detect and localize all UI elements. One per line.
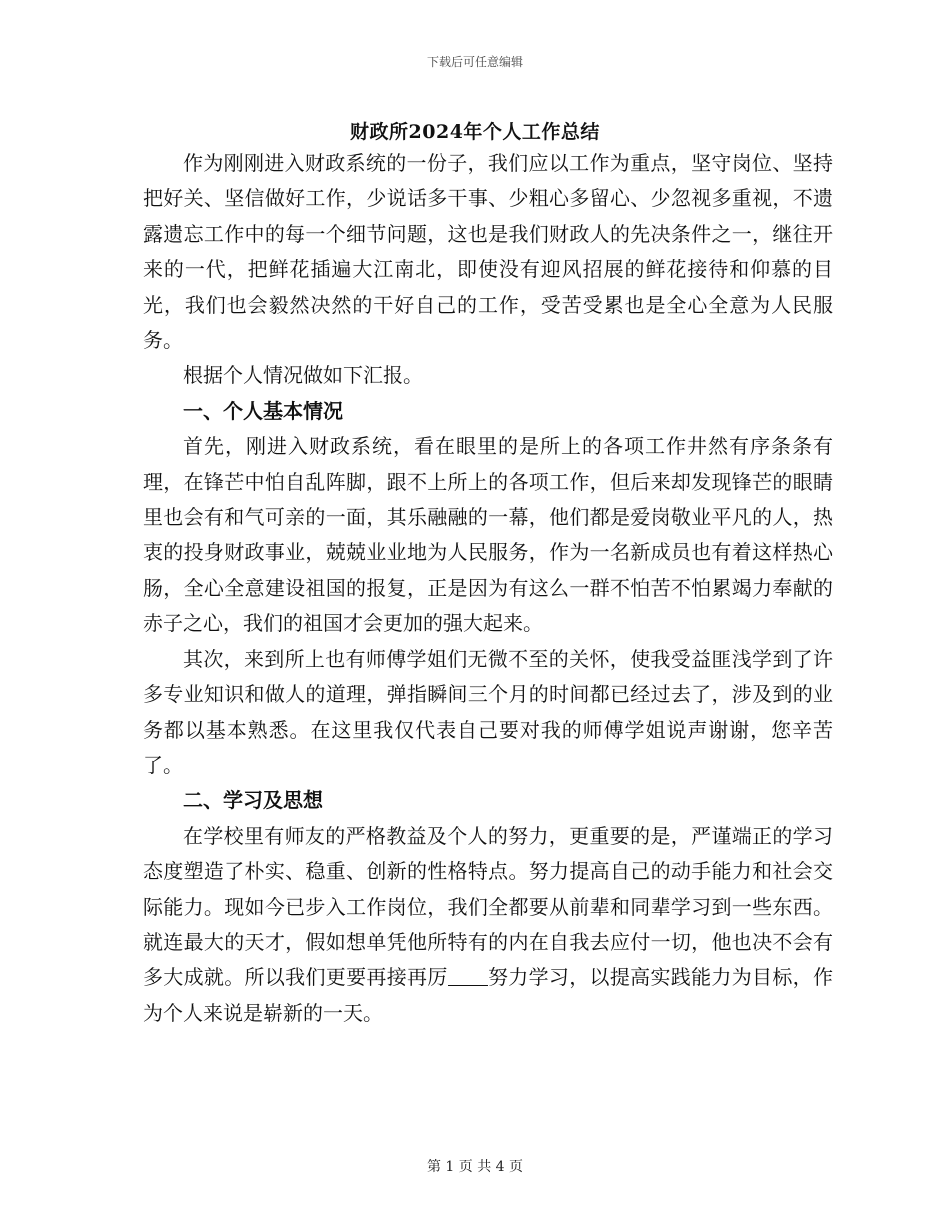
- section-heading-basic-info: 一、个人基本情况: [183, 398, 343, 423]
- section-heading-study-thought: 二、学习及思想: [183, 788, 323, 813]
- paragraph-study: [143, 819, 833, 1031]
- header-note: 下载后可任意编辑: [426, 55, 523, 69]
- paragraph-study-tail: 努力学习，以提高实践能力为目标，作为个人来说是崭新的一天。: [143, 965, 833, 1025]
- document-title: 财政所2024年个人工作总结: [350, 121, 600, 143]
- paragraph-first: 首先，刚进入财政系统，看在眼里的是所上的各项工作井然有序条条有理，在锋芒中怕自乱阵脚，跟不上所上的各项工作，但后来却发现锋芒的眼睛里也会有和气可亲的一面，其乐融融的一幕，他们都是爱岗敬业平凡的人，热衷的投身财政事业，兢兢业业地为人民服务，作为一名新成员也有着这样热心肠，全心全意建设祖国的报复，正是因为有这么一群不怕苦不怕累竭力奉献的赤子之心，我们的祖国才会更加的强大起来。: [143, 434, 833, 636]
- page-footer: 第 1 页 共 4 页: [426, 1159, 524, 1175]
- fill-in-blank: [448, 965, 488, 986]
- paragraph-intro: 作为刚刚进入财政系统的一份子，我们应以工作为重点，坚守岗位、坚持把好关、坚信做好工作，少说话多干事、少粗心多留心、少忽视多重视，不遗露遗忘工作中的每一个细节问题，这也是我们财政人的先决条件之一，继往开来的一代，把鲜花插遍大江南北，即使没有迎风招展的鲜花接待和仰慕的目光，我们也会毅然决然的干好自己的工作，受苦受累也是全心全意为人民服务。: [143, 151, 833, 353]
- document-body: [143, 146, 833, 1031]
- paragraph-study-text: 在学校里有师友的严格教益及个人的努力，更重要的是，严谨端正的学习态度塑造了朴实、稳重、创新的性格特点。努力提高自己的动手能力和社会交际能力。现如今已步入工作岗位，我们全都要从前辈和同辈学习到一些东西。就连最大的天才，假如想单凭他所特有的内在自我去应付一切，他也决不会有多大成就。所以我们更要再接再厉: [143, 823, 833, 990]
- paragraph-second: 其次，来到所上也有师傅学姐们无微不至的关怀，使我受益匪浅学到了许多专业知识和做人的道理，弹指瞬间三个月的时间都已经过去了，涉及到的业务都以基本熟悉。在这里我仅代表自己要对我的师傅学姐说声谢谢，您辛苦了。: [143, 646, 833, 777]
- paragraph-report-note: 根据个人情况做如下汇报。: [183, 363, 423, 388]
